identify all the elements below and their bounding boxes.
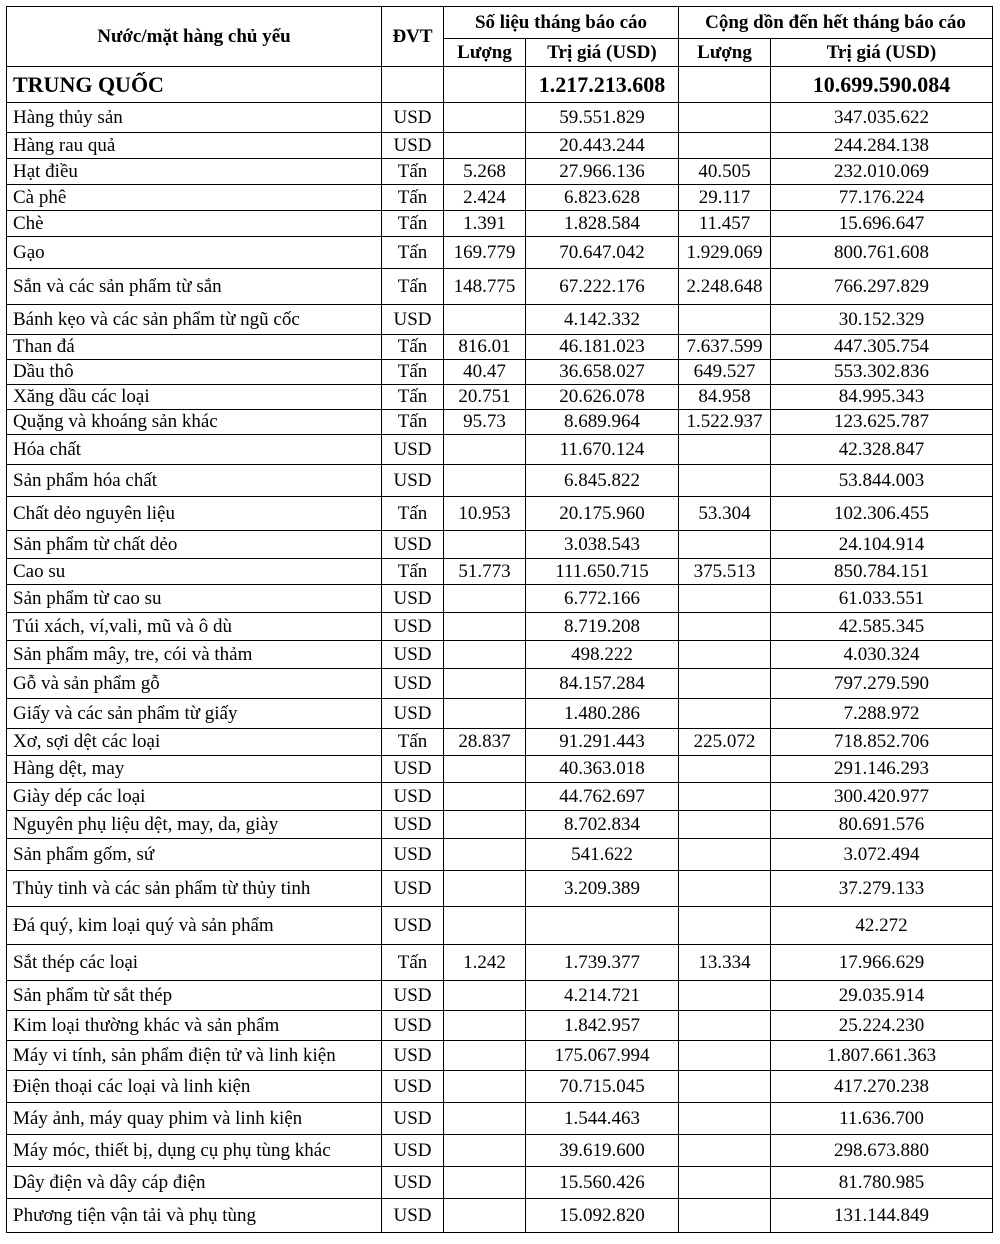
item-cum-qty — [679, 1167, 771, 1199]
item-cum-value: 30.152.329 — [771, 305, 993, 335]
item-name: Hàng dệt, may — [7, 756, 382, 783]
table-row — [7, 185, 993, 211]
item-month-value: 39.619.600 — [526, 1135, 679, 1167]
item-month-value: 11.670.124 — [526, 435, 679, 465]
item-month-qty — [444, 133, 526, 159]
table-row — [7, 305, 993, 335]
item-cum-qty: 11.457 — [679, 211, 771, 237]
item-month-qty: 1.391 — [444, 211, 526, 237]
country-month-qty — [444, 67, 526, 103]
item-cum-qty — [679, 1041, 771, 1071]
table-row — [7, 159, 993, 185]
item-name: Gỗ và sản phẩm gỗ — [7, 669, 382, 699]
item-month-value: 6.823.628 — [526, 185, 679, 211]
table-row — [7, 1135, 993, 1167]
item-month-qty: 51.773 — [444, 559, 526, 585]
item-month-value: 498.222 — [526, 641, 679, 669]
table-row — [7, 531, 993, 559]
item-month-value: 3.038.543 — [526, 531, 679, 559]
item-month-value: 1.480.286 — [526, 699, 679, 729]
table-row — [7, 269, 993, 305]
item-name: Cà phê — [7, 185, 382, 211]
item-cum-qty: 13.334 — [679, 945, 771, 981]
item-cum-value: 24.104.914 — [771, 531, 993, 559]
item-unit: USD — [382, 907, 444, 945]
trade-table — [6, 6, 993, 1233]
item-month-value: 91.291.443 — [526, 729, 679, 756]
item-unit: USD — [382, 981, 444, 1011]
item-cum-qty — [679, 669, 771, 699]
item-name: Giày dép các loại — [7, 783, 382, 811]
item-cum-qty — [679, 839, 771, 871]
item-cum-value: 3.072.494 — [771, 839, 993, 871]
table-row — [7, 729, 993, 756]
item-name: Kim loại thường khác và sản phẩm — [7, 1011, 382, 1041]
table-row — [7, 385, 993, 410]
item-cum-value: 553.302.836 — [771, 360, 993, 385]
item-unit: USD — [382, 531, 444, 559]
item-name: Gạo — [7, 237, 382, 269]
item-unit: Tấn — [382, 385, 444, 410]
item-cum-qty — [679, 465, 771, 497]
item-cum-value: 800.761.608 — [771, 237, 993, 269]
item-month-value: 40.363.018 — [526, 756, 679, 783]
item-month-value: 20.443.244 — [526, 133, 679, 159]
item-cum-qty — [679, 103, 771, 133]
item-unit: USD — [382, 641, 444, 669]
item-month-qty: 95.73 — [444, 410, 526, 435]
item-month-value: 1.544.463 — [526, 1103, 679, 1135]
table-row — [7, 783, 993, 811]
item-month-qty — [444, 435, 526, 465]
item-unit: USD — [382, 783, 444, 811]
item-unit: Tấn — [382, 559, 444, 585]
table-row — [7, 1071, 993, 1103]
header-cum-qty: Lượng — [679, 39, 771, 67]
item-cum-qty: 7.637.599 — [679, 335, 771, 360]
item-unit: Tấn — [382, 269, 444, 305]
item-cum-qty: 84.958 — [679, 385, 771, 410]
item-month-value: 4.142.332 — [526, 305, 679, 335]
item-unit: Tấn — [382, 185, 444, 211]
item-cum-value: 61.033.551 — [771, 585, 993, 613]
item-cum-qty — [679, 133, 771, 159]
item-month-value: 3.209.389 — [526, 871, 679, 907]
item-cum-value: 42.585.345 — [771, 613, 993, 641]
item-cum-value: 347.035.622 — [771, 103, 993, 133]
country-cum-qty — [679, 67, 771, 103]
item-month-value: 15.560.426 — [526, 1167, 679, 1199]
country-name: TRUNG QUỐC — [7, 67, 382, 103]
item-month-qty — [444, 783, 526, 811]
item-month-qty: 28.837 — [444, 729, 526, 756]
table-row — [7, 871, 993, 907]
item-cum-qty — [679, 305, 771, 335]
item-cum-qty — [679, 811, 771, 839]
item-name: Hàng rau quả — [7, 133, 382, 159]
item-unit: USD — [382, 305, 444, 335]
item-month-qty — [444, 981, 526, 1011]
table-row — [7, 237, 993, 269]
item-unit: Tấn — [382, 410, 444, 435]
item-month-value: 4.214.721 — [526, 981, 679, 1011]
item-cum-value: 77.176.224 — [771, 185, 993, 211]
item-cum-value: 37.279.133 — [771, 871, 993, 907]
item-unit: Tấn — [382, 237, 444, 269]
item-unit: Tấn — [382, 945, 444, 981]
item-name: Bánh kẹo và các sản phẩm từ ngũ cốc — [7, 305, 382, 335]
item-cum-qty: 225.072 — [679, 729, 771, 756]
item-name: Hóa chất — [7, 435, 382, 465]
item-cum-value: 131.144.849 — [771, 1199, 993, 1233]
item-name: Phương tiện vận tải và phụ tùng — [7, 1199, 382, 1233]
item-month-qty — [444, 465, 526, 497]
item-month-qty: 816.01 — [444, 335, 526, 360]
item-name: Sản phẩm từ cao su — [7, 585, 382, 613]
country-cum-value: 10.699.590.084 — [771, 67, 993, 103]
item-month-qty — [444, 756, 526, 783]
item-unit: USD — [382, 465, 444, 497]
country-row — [7, 67, 993, 103]
table-row — [7, 585, 993, 613]
item-cum-qty — [679, 981, 771, 1011]
item-month-qty — [444, 1071, 526, 1103]
header-month-group: Số liệu tháng báo cáo — [444, 7, 679, 39]
table-row — [7, 360, 993, 385]
item-cum-value: 244.284.138 — [771, 133, 993, 159]
item-unit: USD — [382, 756, 444, 783]
item-month-value: 1.739.377 — [526, 945, 679, 981]
item-unit: Tấn — [382, 360, 444, 385]
item-unit: USD — [382, 1071, 444, 1103]
item-month-qty: 169.779 — [444, 237, 526, 269]
table-row — [7, 699, 993, 729]
header-cumulative-group: Cộng dồn đến hết tháng báo cáo — [679, 7, 993, 39]
country-unit — [382, 67, 444, 103]
item-name: Sản phẩm từ chất dẻo — [7, 531, 382, 559]
item-month-qty — [444, 103, 526, 133]
item-unit: USD — [382, 669, 444, 699]
item-month-value: 44.762.697 — [526, 783, 679, 811]
item-name: Sắn và các sản phẩm từ sắn — [7, 269, 382, 305]
item-unit: USD — [382, 613, 444, 641]
header-month-value: Trị giá (USD) — [526, 39, 679, 67]
table-row — [7, 756, 993, 783]
item-month-qty — [444, 871, 526, 907]
item-name: Điện thoại các loại và linh kiện — [7, 1071, 382, 1103]
item-month-qty: 20.751 — [444, 385, 526, 410]
item-unit: USD — [382, 871, 444, 907]
item-month-value: 1.842.957 — [526, 1011, 679, 1041]
item-cum-value: 417.270.238 — [771, 1071, 993, 1103]
item-month-qty — [444, 1041, 526, 1071]
item-cum-qty: 649.527 — [679, 360, 771, 385]
table-row — [7, 669, 993, 699]
table-row — [7, 1103, 993, 1135]
item-name: Nguyên phụ liệu dệt, may, da, giày — [7, 811, 382, 839]
item-month-value — [526, 907, 679, 945]
item-cum-qty: 1.522.937 — [679, 410, 771, 435]
item-unit: Tấn — [382, 729, 444, 756]
item-month-value: 67.222.176 — [526, 269, 679, 305]
table-row — [7, 559, 993, 585]
item-unit: USD — [382, 103, 444, 133]
item-cum-qty — [679, 783, 771, 811]
item-name: Sản phẩm từ sắt thép — [7, 981, 382, 1011]
item-month-value: 6.772.166 — [526, 585, 679, 613]
item-cum-qty — [679, 871, 771, 907]
item-month-value: 36.658.027 — [526, 360, 679, 385]
header-month-qty: Lượng — [444, 39, 526, 67]
item-name: Than đá — [7, 335, 382, 360]
item-cum-value: 11.636.700 — [771, 1103, 993, 1135]
item-month-value: 70.715.045 — [526, 1071, 679, 1103]
item-month-value: 20.626.078 — [526, 385, 679, 410]
item-name: Máy vi tính, sản phẩm điện tử và linh kiện — [7, 1041, 382, 1071]
item-cum-value: 17.966.629 — [771, 945, 993, 981]
item-cum-value: 298.673.880 — [771, 1135, 993, 1167]
item-month-value: 111.650.715 — [526, 559, 679, 585]
item-month-value: 15.092.820 — [526, 1199, 679, 1233]
item-cum-value: 232.010.069 — [771, 159, 993, 185]
item-cum-value: 4.030.324 — [771, 641, 993, 669]
item-name: Sắt thép các loại — [7, 945, 382, 981]
item-month-value: 70.647.042 — [526, 237, 679, 269]
item-month-qty: 5.268 — [444, 159, 526, 185]
item-month-qty — [444, 811, 526, 839]
item-unit: USD — [382, 1167, 444, 1199]
item-month-qty: 1.242 — [444, 945, 526, 981]
item-month-qty — [444, 699, 526, 729]
item-unit: USD — [382, 699, 444, 729]
table-row — [7, 1041, 993, 1071]
item-cum-qty — [679, 613, 771, 641]
table-row — [7, 103, 993, 133]
item-cum-value: 7.288.972 — [771, 699, 993, 729]
item-cum-qty — [679, 531, 771, 559]
item-cum-value: 1.807.661.363 — [771, 1041, 993, 1071]
table-row — [7, 811, 993, 839]
item-month-value: 541.622 — [526, 839, 679, 871]
item-month-value: 27.966.136 — [526, 159, 679, 185]
header-item: Nước/mặt hàng chủ yếu — [7, 7, 382, 67]
item-unit: USD — [382, 435, 444, 465]
item-cum-qty: 29.117 — [679, 185, 771, 211]
item-cum-qty — [679, 756, 771, 783]
table-row — [7, 981, 993, 1011]
item-cum-qty — [679, 585, 771, 613]
item-month-qty — [444, 839, 526, 871]
item-month-qty: 148.775 — [444, 269, 526, 305]
table-row — [7, 335, 993, 360]
item-name: Chất dẻo nguyên liệu — [7, 497, 382, 531]
item-name: Xơ, sợi dệt các loại — [7, 729, 382, 756]
item-unit: Tấn — [382, 335, 444, 360]
table-row — [7, 435, 993, 465]
item-month-value: 59.551.829 — [526, 103, 679, 133]
item-month-qty — [444, 585, 526, 613]
table-row — [7, 907, 993, 945]
table-row — [7, 211, 993, 237]
item-unit: USD — [382, 1135, 444, 1167]
table-row — [7, 945, 993, 981]
item-month-value: 20.175.960 — [526, 497, 679, 531]
item-cum-qty — [679, 699, 771, 729]
item-cum-qty: 40.505 — [679, 159, 771, 185]
item-month-qty — [444, 613, 526, 641]
item-month-value: 8.719.208 — [526, 613, 679, 641]
item-name: Cao su — [7, 559, 382, 585]
item-cum-value: 84.995.343 — [771, 385, 993, 410]
item-cum-value: 25.224.230 — [771, 1011, 993, 1041]
item-cum-value: 850.784.151 — [771, 559, 993, 585]
item-cum-value: 123.625.787 — [771, 410, 993, 435]
item-unit: Tấn — [382, 159, 444, 185]
item-cum-qty: 53.304 — [679, 497, 771, 531]
header-cum-value: Trị giá (USD) — [771, 39, 993, 67]
item-month-value: 175.067.994 — [526, 1041, 679, 1071]
item-month-value: 1.828.584 — [526, 211, 679, 237]
item-cum-qty — [679, 907, 771, 945]
item-month-qty: 2.424 — [444, 185, 526, 211]
item-month-qty: 10.953 — [444, 497, 526, 531]
item-unit: USD — [382, 1103, 444, 1135]
item-cum-qty: 375.513 — [679, 559, 771, 585]
item-month-qty — [444, 669, 526, 699]
item-cum-value: 766.297.829 — [771, 269, 993, 305]
item-cum-value: 53.844.003 — [771, 465, 993, 497]
item-month-qty: 40.47 — [444, 360, 526, 385]
item-name: Đá quý, kim loại quý và sản phẩm — [7, 907, 382, 945]
item-name: Xăng dầu các loại — [7, 385, 382, 410]
item-cum-value: 42.272 — [771, 907, 993, 945]
item-unit: Tấn — [382, 211, 444, 237]
item-month-qty — [444, 531, 526, 559]
item-cum-value: 15.696.647 — [771, 211, 993, 237]
item-month-value: 46.181.023 — [526, 335, 679, 360]
item-name: Chè — [7, 211, 382, 237]
item-name: Sản phẩm mây, tre, cói và thảm — [7, 641, 382, 669]
header-row-1 — [7, 7, 993, 39]
item-cum-qty — [679, 1071, 771, 1103]
item-name: Dầu thô — [7, 360, 382, 385]
table-row — [7, 465, 993, 497]
item-month-value: 8.689.964 — [526, 410, 679, 435]
item-month-qty — [444, 1011, 526, 1041]
item-cum-value: 300.420.977 — [771, 783, 993, 811]
table-row — [7, 641, 993, 669]
item-month-qty — [444, 305, 526, 335]
item-cum-value: 42.328.847 — [771, 435, 993, 465]
table-row — [7, 1199, 993, 1233]
item-cum-qty: 1.929.069 — [679, 237, 771, 269]
item-cum-value: 81.780.985 — [771, 1167, 993, 1199]
table-row — [7, 410, 993, 435]
header-unit: ĐVT — [382, 7, 444, 67]
item-month-value: 84.157.284 — [526, 669, 679, 699]
country-month-value: 1.217.213.608 — [526, 67, 679, 103]
item-month-value: 6.845.822 — [526, 465, 679, 497]
table-row — [7, 497, 993, 531]
item-cum-qty — [679, 1199, 771, 1233]
item-cum-value: 291.146.293 — [771, 756, 993, 783]
item-unit: USD — [382, 1041, 444, 1071]
item-cum-value: 797.279.590 — [771, 669, 993, 699]
item-name: Sản phẩm gốm, sứ — [7, 839, 382, 871]
item-month-qty — [444, 641, 526, 669]
item-cum-qty — [679, 641, 771, 669]
item-name: Sản phẩm hóa chất — [7, 465, 382, 497]
item-month-qty — [444, 1167, 526, 1199]
table-row — [7, 1167, 993, 1199]
item-unit: USD — [382, 133, 444, 159]
item-month-qty — [444, 907, 526, 945]
item-name: Thủy tinh và các sản phẩm từ thủy tinh — [7, 871, 382, 907]
table-row — [7, 839, 993, 871]
item-name: Quặng và khoáng sản khác — [7, 410, 382, 435]
item-cum-qty — [679, 435, 771, 465]
item-name: Túi xách, ví,vali, mũ và ô dù — [7, 613, 382, 641]
table-row — [7, 1011, 993, 1041]
item-cum-qty — [679, 1103, 771, 1135]
table-row — [7, 133, 993, 159]
item-cum-qty: 2.248.648 — [679, 269, 771, 305]
item-cum-value: 29.035.914 — [771, 981, 993, 1011]
item-cum-value: 102.306.455 — [771, 497, 993, 531]
item-cum-qty — [679, 1135, 771, 1167]
table-row — [7, 613, 993, 641]
item-unit: USD — [382, 839, 444, 871]
item-month-qty — [444, 1135, 526, 1167]
item-name: Hàng thủy sản — [7, 103, 382, 133]
item-unit: USD — [382, 585, 444, 613]
item-unit: USD — [382, 811, 444, 839]
item-name: Máy móc, thiết bị, dụng cụ phụ tùng khác — [7, 1135, 382, 1167]
item-month-qty — [444, 1199, 526, 1233]
item-cum-value: 80.691.576 — [771, 811, 993, 839]
item-unit: USD — [382, 1199, 444, 1233]
item-name: Máy ảnh, máy quay phim và linh kiện — [7, 1103, 382, 1135]
item-month-value: 8.702.834 — [526, 811, 679, 839]
item-name: Dây điện và dây cáp điện — [7, 1167, 382, 1199]
item-unit: USD — [382, 1011, 444, 1041]
item-cum-qty — [679, 1011, 771, 1041]
item-name: Giấy và các sản phẩm từ giấy — [7, 699, 382, 729]
item-unit: Tấn — [382, 497, 444, 531]
item-cum-value: 718.852.706 — [771, 729, 993, 756]
table-body — [7, 67, 993, 1233]
item-month-qty — [444, 1103, 526, 1135]
item-cum-value: 447.305.754 — [771, 335, 993, 360]
item-name: Hạt điều — [7, 159, 382, 185]
